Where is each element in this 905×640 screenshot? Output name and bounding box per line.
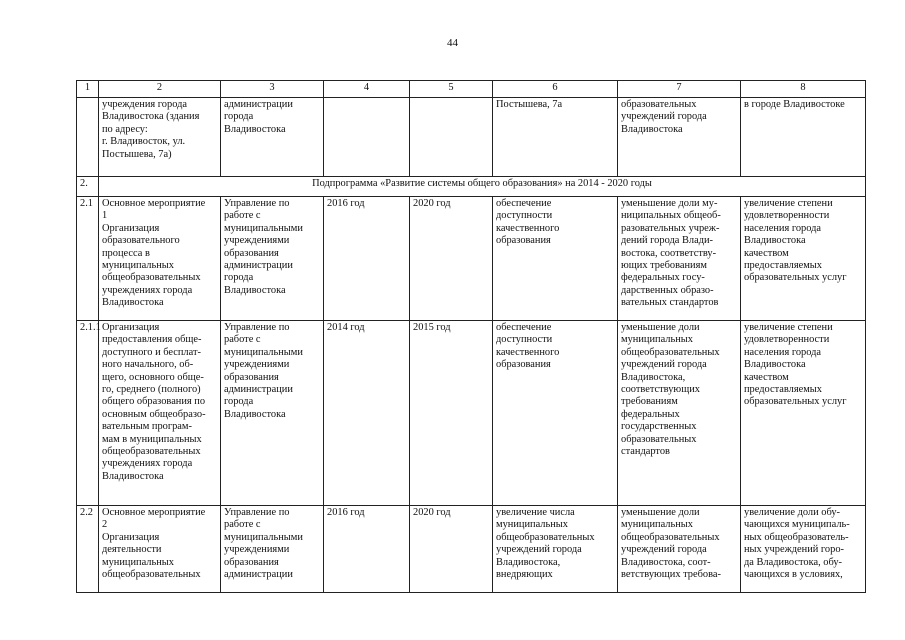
related-indicator: увеличение доли обу- чающихся муниципаль- ных общеобразователь- ных учреждений горо- да Владивостока, обу- чающихся в условиях, xyxy=(741,506,866,593)
subprogram-title: Подпрограмма «Развитие системы общего образования» на 2014 - 2020 годы xyxy=(99,177,866,197)
expected-result: увеличение числа муниципальных общеобразовательных учреждений города Владивостока, внедряющих xyxy=(493,506,618,593)
expected-result: Постышева, 7а xyxy=(493,98,618,177)
column-header: 7 xyxy=(618,81,741,98)
responsible-executor: Управление по работе с муниципальными учреждениями образования администрации xyxy=(221,506,324,593)
table-row xyxy=(77,197,866,321)
related-indicator: увеличение степени удовлетворенности населения города Владивостока качеством предоставляемых образовательных услуг xyxy=(741,321,866,506)
activity-name: Основное мероприятие 2 Организация деятельности муниципальных общеобразовательных xyxy=(99,506,221,593)
column-header: 4 xyxy=(324,81,410,98)
related-indicator: увеличение степени удовлетворенности населения города Владивостока качеством предоставляемых образовательных услуг xyxy=(741,197,866,321)
column-header: 5 xyxy=(410,81,493,98)
end-year: 2020 год xyxy=(410,506,493,593)
start-year: 2016 год xyxy=(324,506,410,593)
activity-name: учреждения города Владивостока (здания по адресу: г. Владивосток, ул. Постышева, 7а) xyxy=(99,98,221,177)
column-header: 2 xyxy=(99,81,221,98)
expected-result: обеспечение доступности качественного образования xyxy=(493,321,618,506)
target-indicator: уменьшение доли му- ниципальных общеоб- разовательных учреж- дений города Влади- востока, соответству- ющих требованиям федеральных госу- дарственных образо- вательных стандартов xyxy=(618,197,741,321)
target-indicator: уменьшение доли муниципальных общеобразовательных учреждений города Владивостока, соответствующих требованиям федеральных государственных образовательных стандартов xyxy=(618,321,741,506)
column-header: 1 xyxy=(77,81,99,98)
end-year xyxy=(410,98,493,177)
table-row xyxy=(77,321,866,506)
column-header: 3 xyxy=(221,81,324,98)
column-header: 8 xyxy=(741,81,866,98)
start-year xyxy=(324,98,410,177)
end-year: 2015 год xyxy=(410,321,493,506)
responsible-executor: Управление по работе с муниципальными учреждениями образования администрации города Владивостока xyxy=(221,197,324,321)
table-row xyxy=(77,98,866,177)
row-number: 2.2 xyxy=(77,506,99,593)
activity-name: Организация предоставления обще- доступного и бесплат- ного начального, об- щего, основного обще- го, среднего (полного) общего образования по основным общеобразо- вательным програм- мам в муниципальных общеобразовательных учреждениях города Владивостока xyxy=(99,321,221,506)
related-indicator: в городе Владивостоке xyxy=(741,98,866,177)
responsible-executor: администрации города Владивостока xyxy=(221,98,324,177)
target-indicator: образовательных учреждений города Владивостока xyxy=(618,98,741,177)
row-number xyxy=(77,98,99,177)
table-row xyxy=(77,506,866,593)
row-number: 2.1.1 xyxy=(77,321,99,506)
column-number-row xyxy=(77,81,866,98)
expected-result: обеспечение доступности качественного образования xyxy=(493,197,618,321)
subprogram-row xyxy=(77,177,866,197)
page-number: 44 xyxy=(447,37,458,49)
activity-name: Основное мероприятие 1 Организация образовательного процесса в муниципальных общеобразовательных учреждениях города Владивостока xyxy=(99,197,221,321)
document-table xyxy=(76,80,866,593)
end-year: 2020 год xyxy=(410,197,493,321)
row-number: 2.1 xyxy=(77,197,99,321)
start-year: 2014 год xyxy=(324,321,410,506)
column-header: 6 xyxy=(493,81,618,98)
subprogram-number: 2. xyxy=(77,177,99,197)
start-year: 2016 год xyxy=(324,197,410,321)
target-indicator: уменьшение доли муниципальных общеобразовательных учреждений города Владивостока, соот- ветствующих требова- xyxy=(618,506,741,593)
responsible-executor: Управление по работе с муниципальными учреждениями образования администрации города Владивостока xyxy=(221,321,324,506)
